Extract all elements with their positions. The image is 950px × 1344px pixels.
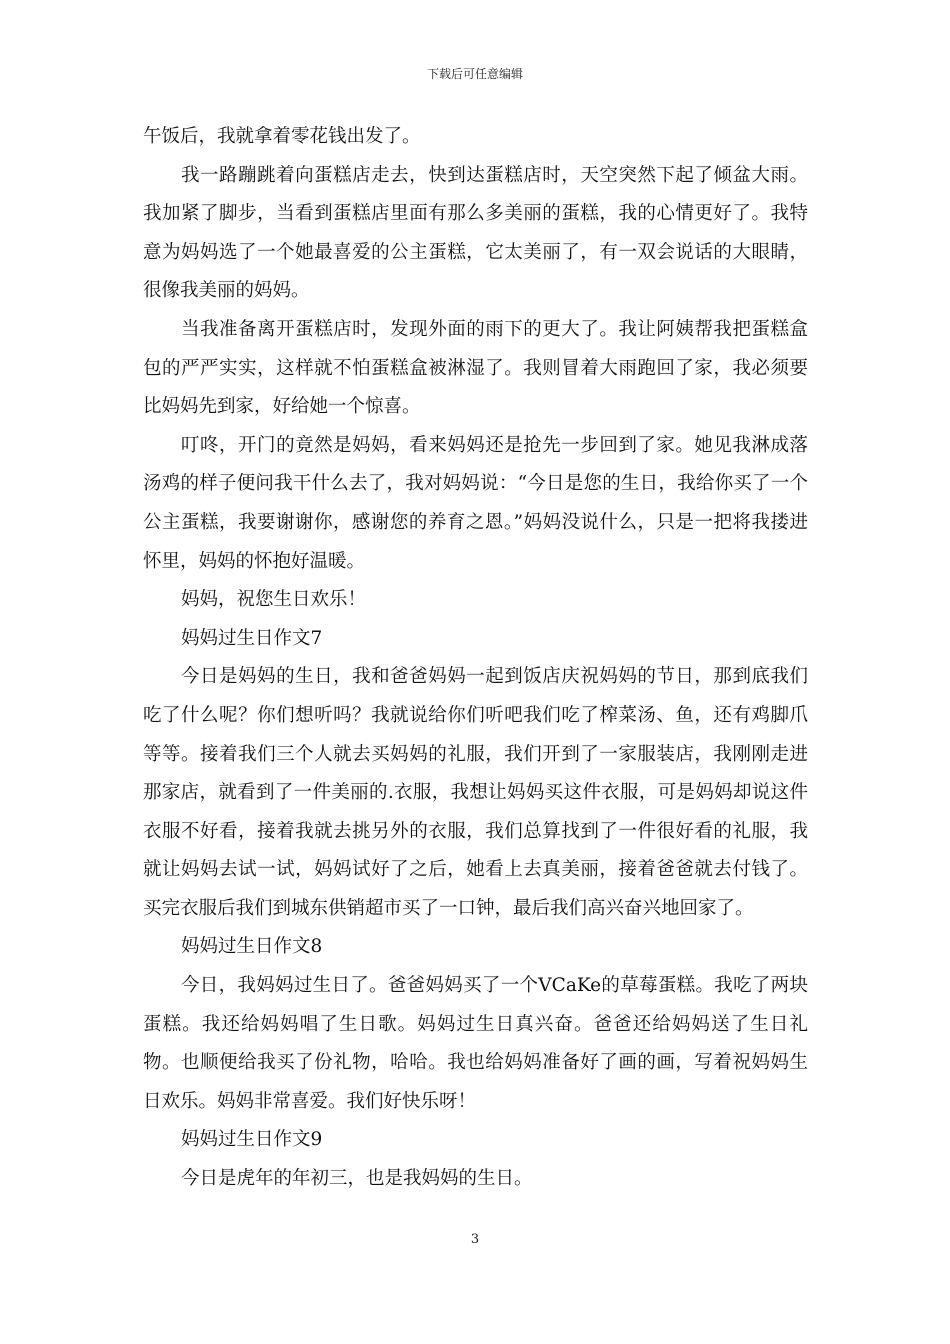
- section-heading-7: 妈妈过生日作文7: [181, 627, 323, 649]
- section-heading-8: 妈妈过生日作文8: [181, 936, 323, 958]
- paragraph-7: 今日是妈妈的生日，我和爸爸妈妈一起到饭店庆祝妈妈的节日，那到底我们吃了什么呢？你们想听吗？我就说给你们听吧我们吃了榨菜汤、鱼，还有鸡脚爪等等。接着我们三个人就去买妈妈的礼服，我们开到了一家服装店，我刚刚走进那家店，就看到了一件美丽的.衣服，我想让妈妈买这件衣服，可是妈妈却说这件衣服不好看，接着我就去挑另外的衣服，我们总算找到了一件很好看的礼服，我就让妈妈去试一试，妈妈试好了之后，她看上去真美丽，接着爸爸就去付钱了。买完衣服后我们到城东供销超市买了一口钟，最后我们高兴奋兴地回家了。: [143, 666, 808, 919]
- paragraph-1: 午饭后，我就拿着零花钱出发了。: [143, 126, 421, 147]
- section-heading-9: 妈妈过生日作文9: [181, 1129, 323, 1151]
- paragraph-5: 妈妈，祝您生日欢乐！: [181, 589, 367, 611]
- paragraph-2: 我一路蹦跳着向蛋糕店走去，快到达蛋糕店时，天空突然下起了倾盆大雨。我加紧了脚步，当看到蛋糕店里面有那么多美丽的蛋糕，我的心情更好了。我特意为妈妈选了一个她最喜爱的公主蛋糕，它太美丽了，有一双会说话的大眼睛，很像我美丽的妈妈。: [143, 164, 808, 302]
- paragraph-11: 今日是虎年的年初三，也是我妈妈的生日。: [181, 1168, 533, 1190]
- paragraph-3: 当我准备离开蛋糕店时，发现外面的雨下的更大了。我让阿姨帮我把蛋糕盒包的严严实实，这样就不怕蛋糕盒被淋湿了。我则冒着大雨跑回了家，我必须要比妈妈先到家，好给她一个惊喜。: [143, 318, 808, 418]
- page-header: 下载后可任意编辑: [426, 67, 523, 81]
- paragraph-9: 今日，我妈妈过生日了。爸爸妈妈买了一个VCaKe的草莓蛋糕。我吃了两块蛋糕。我还给妈妈唱了生日歌。妈妈过生日真兴奋。爸爸还给妈妈送了生日礼物。也顺便给我买了份礼物，哈哈。我也给妈妈准备好了画的画，写着祝妈妈生日欢乐。妈妈非常喜爱。我们好快乐呀！: [143, 975, 808, 1112]
- page-number: 3: [470, 1232, 480, 1247]
- document-body: [143, 118, 808, 1199]
- paragraph-4: 叮咚，开门的竟然是妈妈，看来妈妈还是抢先一步回到了家。她见我淋成落汤鸡的样子便问我干什么去了，我对妈妈说：“今日是您的生日，我给你买了一个公主蛋糕，我要谢谢你，感谢您的养育之恩。”妈妈没说什么，只是一把将我搂进怀里，妈妈的怀抱好温暖。: [143, 434, 808, 572]
